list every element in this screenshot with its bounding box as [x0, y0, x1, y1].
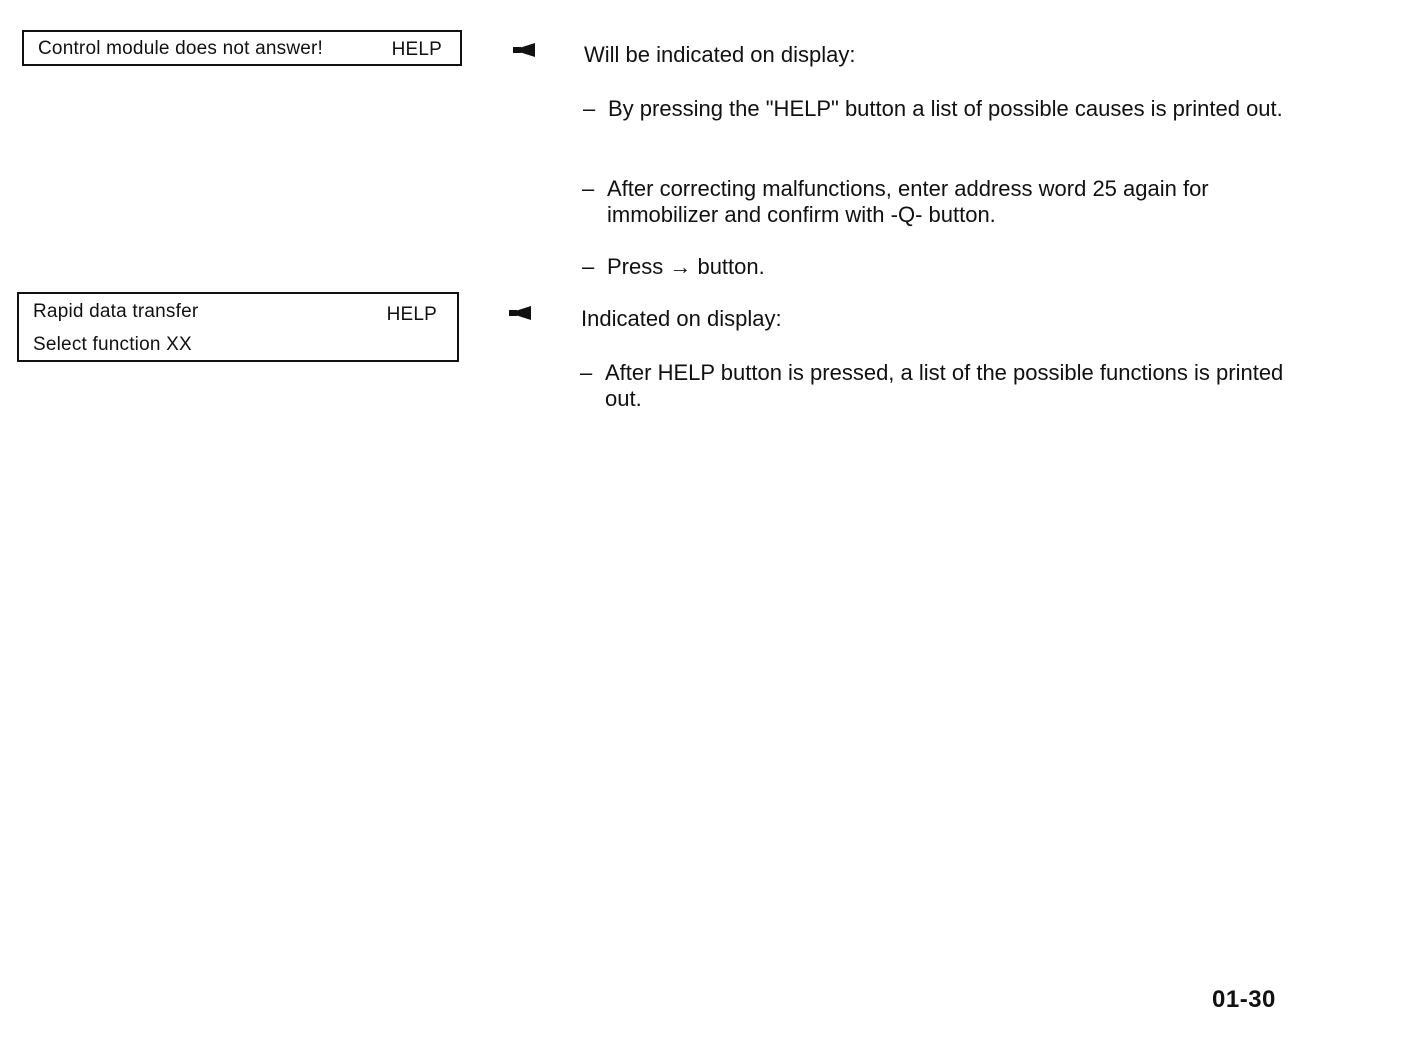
display-box-no-answer [22, 30, 462, 66]
left-pointer-icon [513, 43, 535, 57]
bullet-text: Press → button. [607, 254, 765, 279]
bullet-dash: – [582, 176, 595, 201]
left-pointer-icon [509, 306, 531, 320]
list-item [582, 176, 1302, 228]
list-item [582, 254, 1302, 280]
bullet-text: After correcting malfunctions, enter address word 25 again for immobilizer and confirm with -Q- button. [607, 176, 1209, 227]
list-item [580, 360, 1300, 412]
display-box-rapid-transfer [17, 292, 459, 362]
display-line-2: Select function XX [33, 334, 192, 355]
display-line-1: Control module does not answer! [38, 38, 324, 59]
display-help-label: HELP [391, 39, 442, 60]
page-number: 01-30 [1212, 986, 1276, 1013]
bullet-text: After HELP button is pressed, a list of the possible functions is printed out. [605, 360, 1284, 411]
bullet-dash: – [583, 96, 596, 121]
section2-heading: Indicated on display: [581, 306, 782, 331]
display-line-1: Rapid data transfer [33, 301, 199, 322]
list-item [583, 96, 1303, 122]
bullet-text: By pressing the "HELP" button a list of possible causes is printed out. [608, 96, 1283, 121]
display-help-label: HELP [386, 304, 437, 325]
section1-heading: Will be indicated on display: [584, 42, 856, 67]
bullet-dash: – [580, 360, 593, 385]
bullet-dash: – [582, 254, 595, 279]
